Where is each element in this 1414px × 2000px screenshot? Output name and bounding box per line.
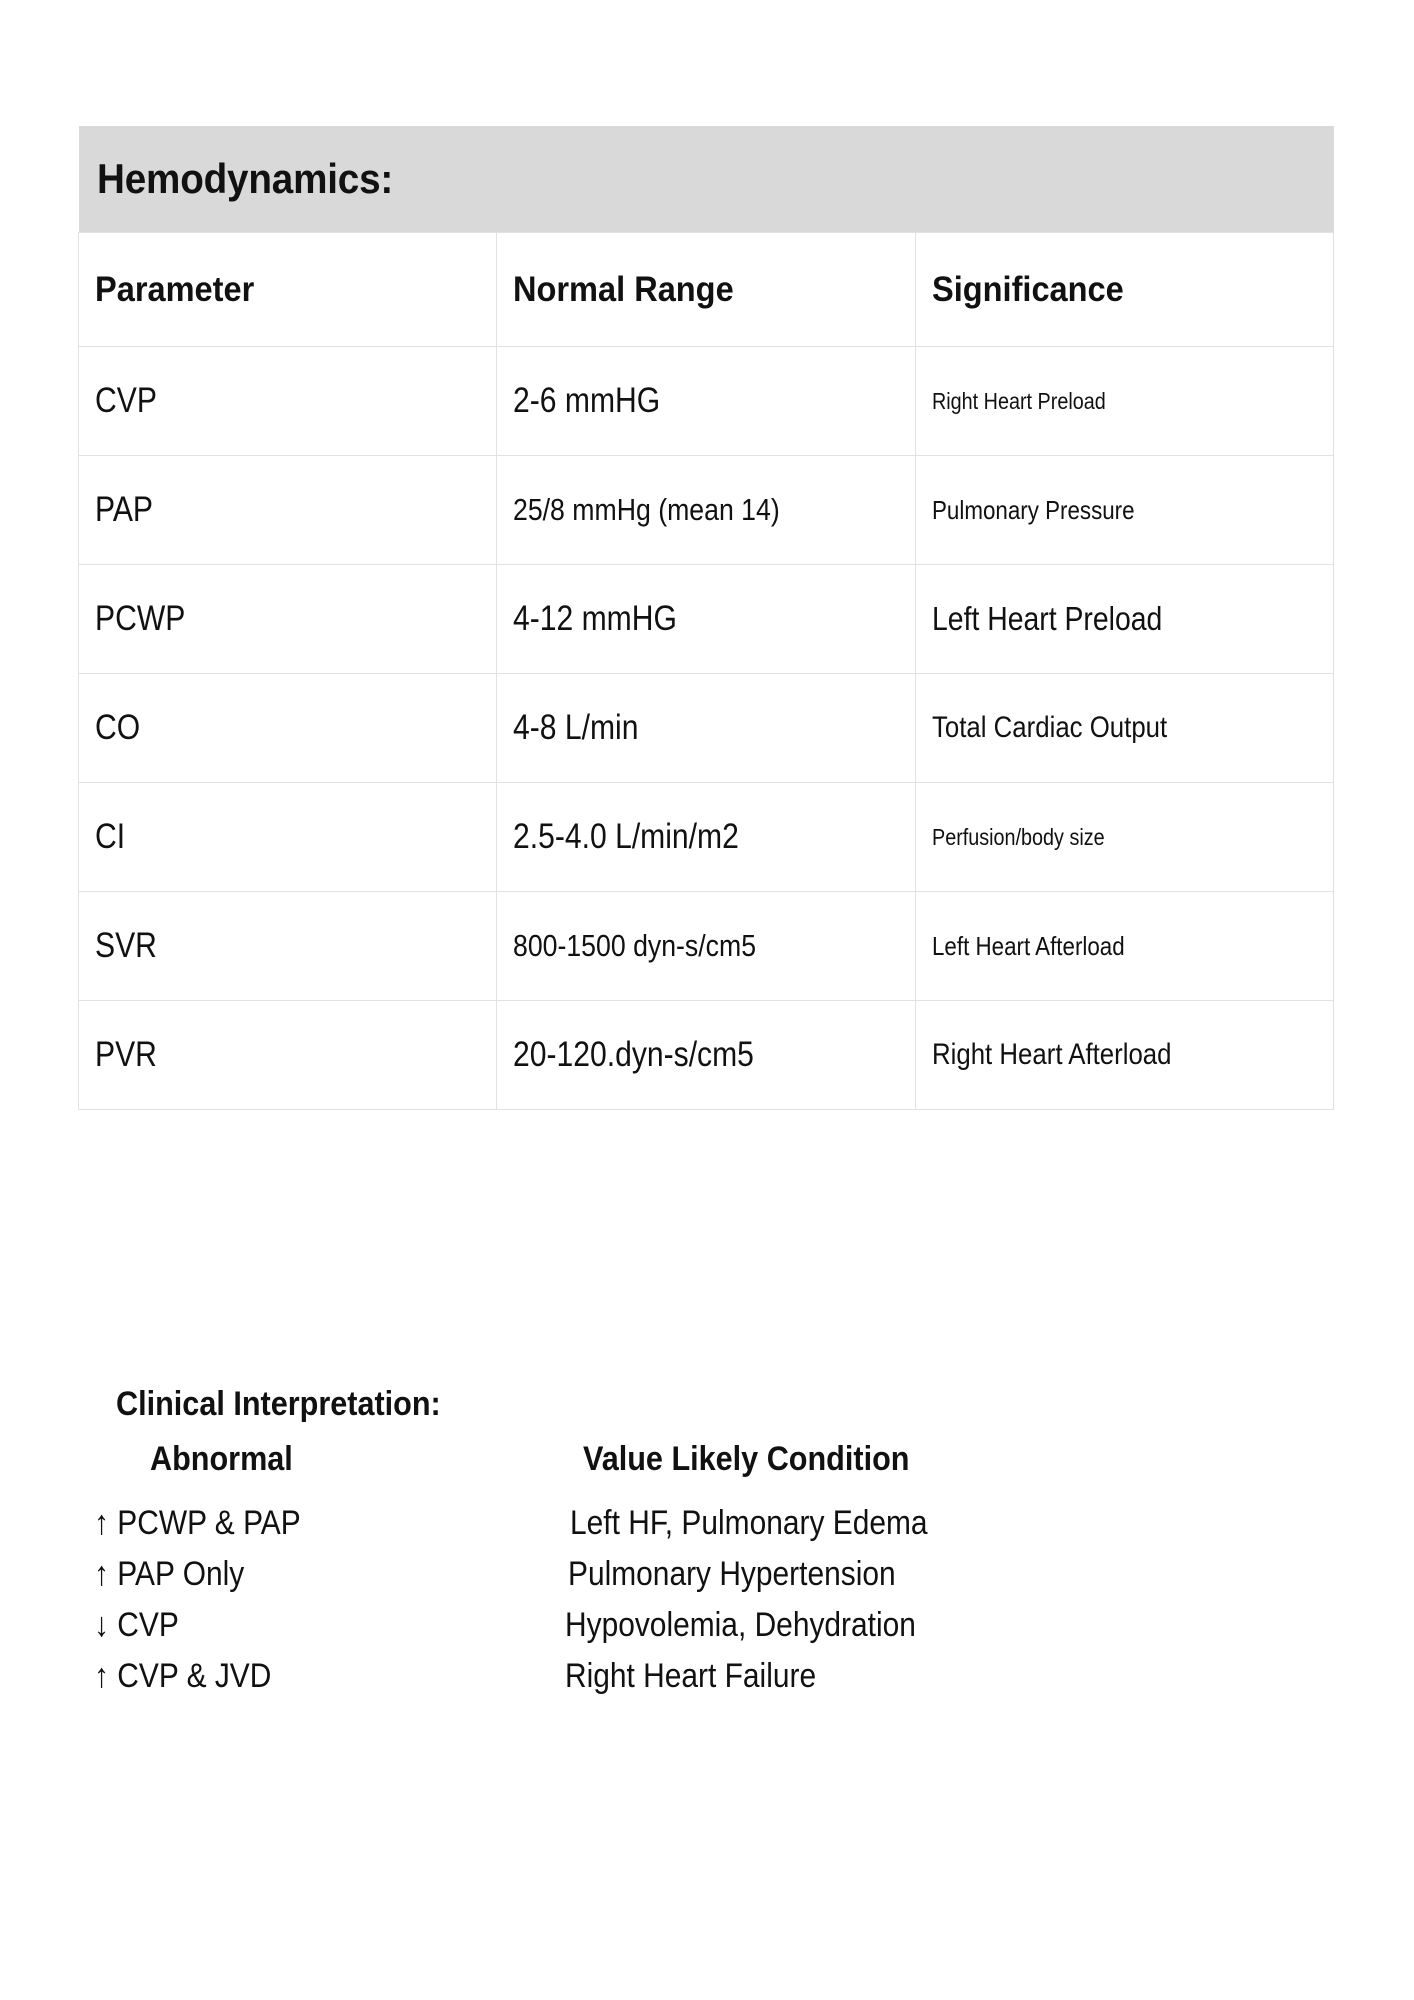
cell-parameter [79,565,497,674]
clinical-interpretation-section [78,1385,1338,1708]
cell-normal-range [497,674,915,783]
cell-normal-range [497,1001,915,1110]
table-row [79,1001,1334,1110]
clinical-abnormal-value: ↑ PCWP & PAP [94,1504,301,1542]
column-header-significance [915,233,1333,347]
cell-significance [915,1001,1333,1110]
clinical-condition-value: Hypovolemia, Dehydration [565,1606,916,1644]
column-header-significance-label: Significance [931,269,1124,309]
cell-parameter [79,892,497,1001]
significance-value: Perfusion/body size [931,823,1105,850]
clinical-condition-value: Left HF, Pulmonary Edema [570,1504,928,1542]
normal-range-value: 2-6 mmHG [513,381,661,420]
cell-normal-range [497,456,915,565]
cell-parameter [79,456,497,565]
table-row [79,347,1334,456]
cell-normal-range [497,892,915,1001]
parameter-value: CI [95,817,126,856]
significance-value: Right Heart Preload [931,387,1106,414]
significance-value: Left Heart Afterload [931,930,1125,961]
clinical-subheader-condition: Value Likely Condition [583,1440,910,1478]
table-row [79,456,1334,565]
cell-parameter [79,347,497,456]
cell-parameter [79,1001,497,1110]
clinical-condition-value: Right Heart Failure [565,1657,817,1695]
table-title-band [79,126,1334,233]
table-row [79,783,1334,892]
normal-range-value: 4-12 mmHG [513,599,678,638]
table-row [79,565,1334,674]
clinical-rows [78,1504,1338,1708]
cell-significance [915,892,1333,1001]
page-title: Hemodynamics: [96,155,393,202]
cell-significance [915,347,1333,456]
column-header-parameter [79,233,497,347]
cell-significance [915,565,1333,674]
cell-significance [915,674,1333,783]
clinical-subheader-abnormal: Abnormal [150,1440,293,1478]
normal-range-value: 20-120.dyn-s/cm5 [513,1035,755,1074]
significance-value: Total Cardiac Output [931,711,1167,744]
parameter-value: PVR [95,1035,157,1074]
parameter-value: SVR [95,926,157,965]
cell-significance [915,456,1333,565]
cell-normal-range [497,565,915,674]
significance-value: Left Heart Preload [931,600,1162,637]
significance-value: Right Heart Afterload [931,1038,1172,1071]
cell-parameter [79,674,497,783]
column-header-parameter-label: Parameter [95,269,255,309]
clinical-row [78,1606,1338,1657]
column-header-normal-range-label: Normal Range [513,269,734,309]
table-title-cell [79,126,1334,233]
clinical-interpretation-title: Clinical Interpretation: [116,1385,441,1423]
column-header-normal-range [497,233,915,347]
clinical-row [78,1555,1338,1606]
clinical-row [78,1504,1338,1555]
clinical-condition-value: Pulmonary Hypertension [568,1555,896,1593]
cell-significance [915,783,1333,892]
significance-value: Pulmonary Pressure [931,494,1135,525]
table-row [79,674,1334,783]
clinical-subheader-row [78,1440,1338,1488]
clinical-abnormal-value: ↑ PAP Only [94,1555,245,1593]
clinical-abnormal-value: ↑ CVP & JVD [94,1657,272,1695]
table-header-row [79,233,1334,347]
clinical-interpretation-title-wrap [78,1385,1338,1424]
cell-normal-range [497,783,915,892]
hemodynamics-table [78,126,1334,1110]
normal-range-value: 25/8 mmHg (mean 14) [513,492,781,527]
cell-normal-range [497,347,915,456]
normal-range-value: 800-1500 dyn-s/cm5 [513,928,757,963]
clinical-row [78,1657,1338,1708]
parameter-value: PAP [95,490,153,529]
clinical-abnormal-value: ↓ CVP [94,1606,179,1644]
normal-range-value: 2.5-4.0 L/min/m2 [513,817,740,856]
parameter-value: CVP [95,381,157,420]
parameter-value: PCWP [95,599,186,638]
cell-parameter [79,783,497,892]
table-row [79,892,1334,1001]
parameter-value: CO [95,708,141,747]
normal-range-value: 4-8 L/min [513,708,639,747]
